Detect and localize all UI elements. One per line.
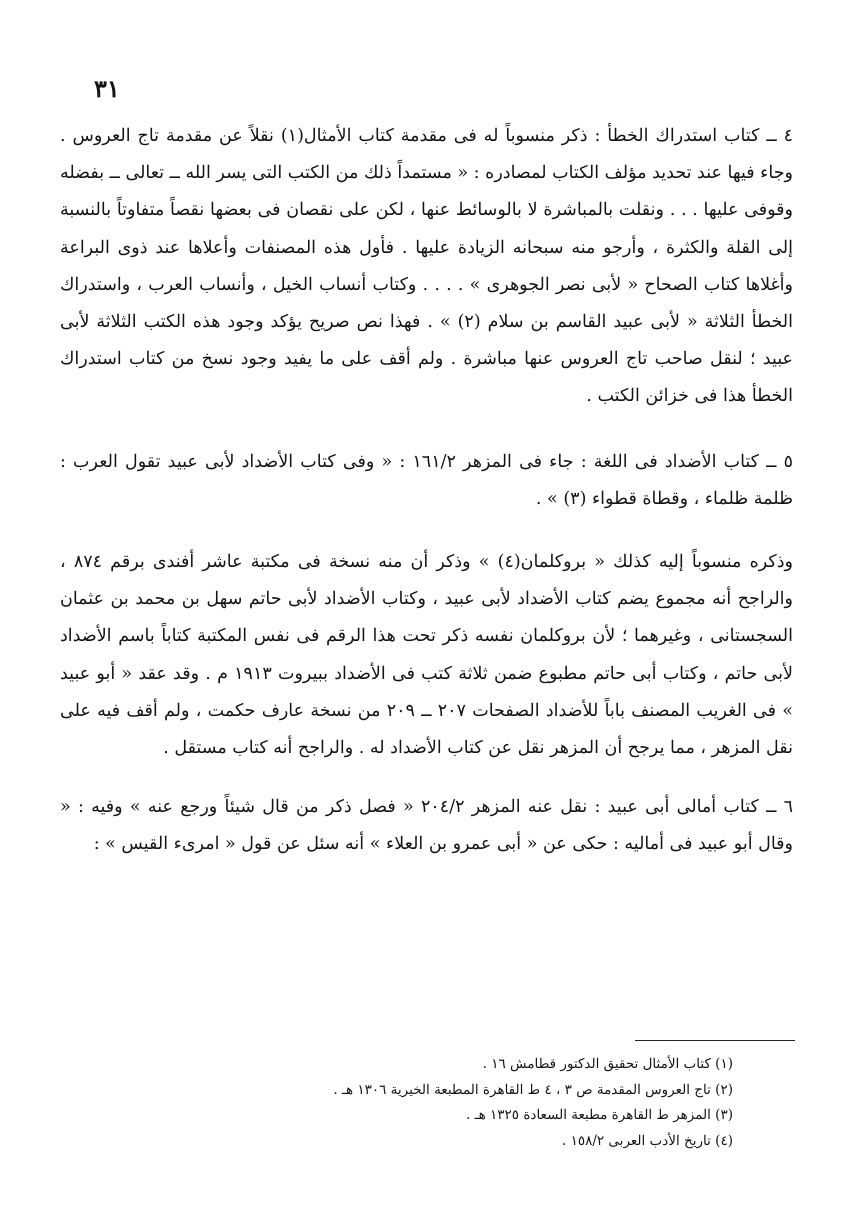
footnotes (133, 1052, 733, 1154)
page-number: ٣١ (94, 74, 120, 103)
footnote-3: (٣) المزهر ط القاهرة مطبعة السعادة ١٣٢٥ هـ . (466, 1107, 733, 1123)
paragraph-brockelmann: وذكره منسوباً إليه كذلك « بروكلمان(٤) » وذكر أن منه نسخة فى مكتبة عاشر أفندى برقم ٨٧٤ ، والراجح أنه مجموع يضم كتاب الأضداد لأبى عبيد ، وكتاب الأضداد لأبى حاتم سهل بن محمد بن عثمان السجستانى ، وغيرهما ؛ لأن بروكلمان نفسه ذكر تحت هذا الرقم فى نفس المكتبة كتاباً باسم الأضداد لأبى حاتم ، وكتاب أبى حاتم مطبوع ضمن ثلاثة كتب فى الأضداد ببيروت ١٩١٣ م . وقد عقد « أبو عبيد » فى الغريب المصنف باباً للأضداد الصفحات ٢٠٧ ــ ٢٠٩ من نسخة عارف حكمت ، ولم أقف فيه على نقل المزهر ، مما يرجح أن المزهر نقل عن كتاب الأضداد له . والراجح أنه كتاب مستقل . (60, 552, 793, 759)
footnote-4: (٤) تاريخ الأدب العربى ١٥٨/٢ . (561, 1132, 733, 1149)
footnote-1: (١) كتاب الأمثال تحقيق الدكتور قطامش ١٦ . (482, 1056, 733, 1072)
body-text (60, 118, 793, 864)
footnote-2: (٢) تاج العروس المقدمة ص ٣ ، ٤ ط القاهرة المطبعة الخيرية ١٣٠٦ هـ . (333, 1081, 733, 1098)
footnote-separator (635, 1040, 795, 1041)
paragraph-kitab-al-addad: ٥ ــ كتاب الأضداد فى اللغة : جاء فى المزهر ١٦١/٢ : « وفى كتاب الأضداد لأبى عبيد تقول العرب : ظلمة ظلماء ، وقطاة قطواء (٣) » . (60, 451, 793, 509)
paragraph-amali-abi-ubaid: ٦ ــ كتاب أمالى أبى عبيد : نقل عنه المزهر ٢٠٤/٢ « فصل ذكر من قال شيئاً ورجع عنه » وفيه : « وقال أبو عبيد فى أماليه : حكى عن « أبى عمرو بن العلاء » أنه سئل عن قول « امرىء القيس » : (60, 797, 793, 855)
paragraph-istidrak-al-khata: ٤ ــ كتاب استدراك الخطأ : ذكر منسوباً له فى مقدمة كتاب الأمثال(١) نقلاً عن مقدمة تاج العروس . وجاء فيها عند تحديد مؤلف الكتاب لمصادره : « مستمداً ذلك من الكتب التى يسر الله ــ تعالى ــ بفضله وقوفى عليها . . . ونقلت بالمباشرة لا بالوسائط عنها ، لكن على نقصان فى بعضها نقصاً متفاوتاً بالنسبة إلى القلة والكثرة ، وأرجو منه سبحانه الزيادة عليها . فأول هذه المصنفات وأعلاها عند ذوى البراعة وأغلاها كتاب الصحاح « لأبى نصر الجوهرى » . . . . وكتاب أنساب الخيل ، وأنساب العرب ، واستدراك الخطأ الثلاثة « لأبى عبيد القاسم بن سلام (٢) » . فهذا نص صريح يؤكد وجود هذه الكتب الثلاثة لأبى عبيد ؛ لنقل صاحب تاج العروس عنها مباشرة . ولم أقف على ما يفيد وجود نسخ من كتاب استدراك الخطأ هذا فى خزائن الكتب . (60, 126, 793, 407)
